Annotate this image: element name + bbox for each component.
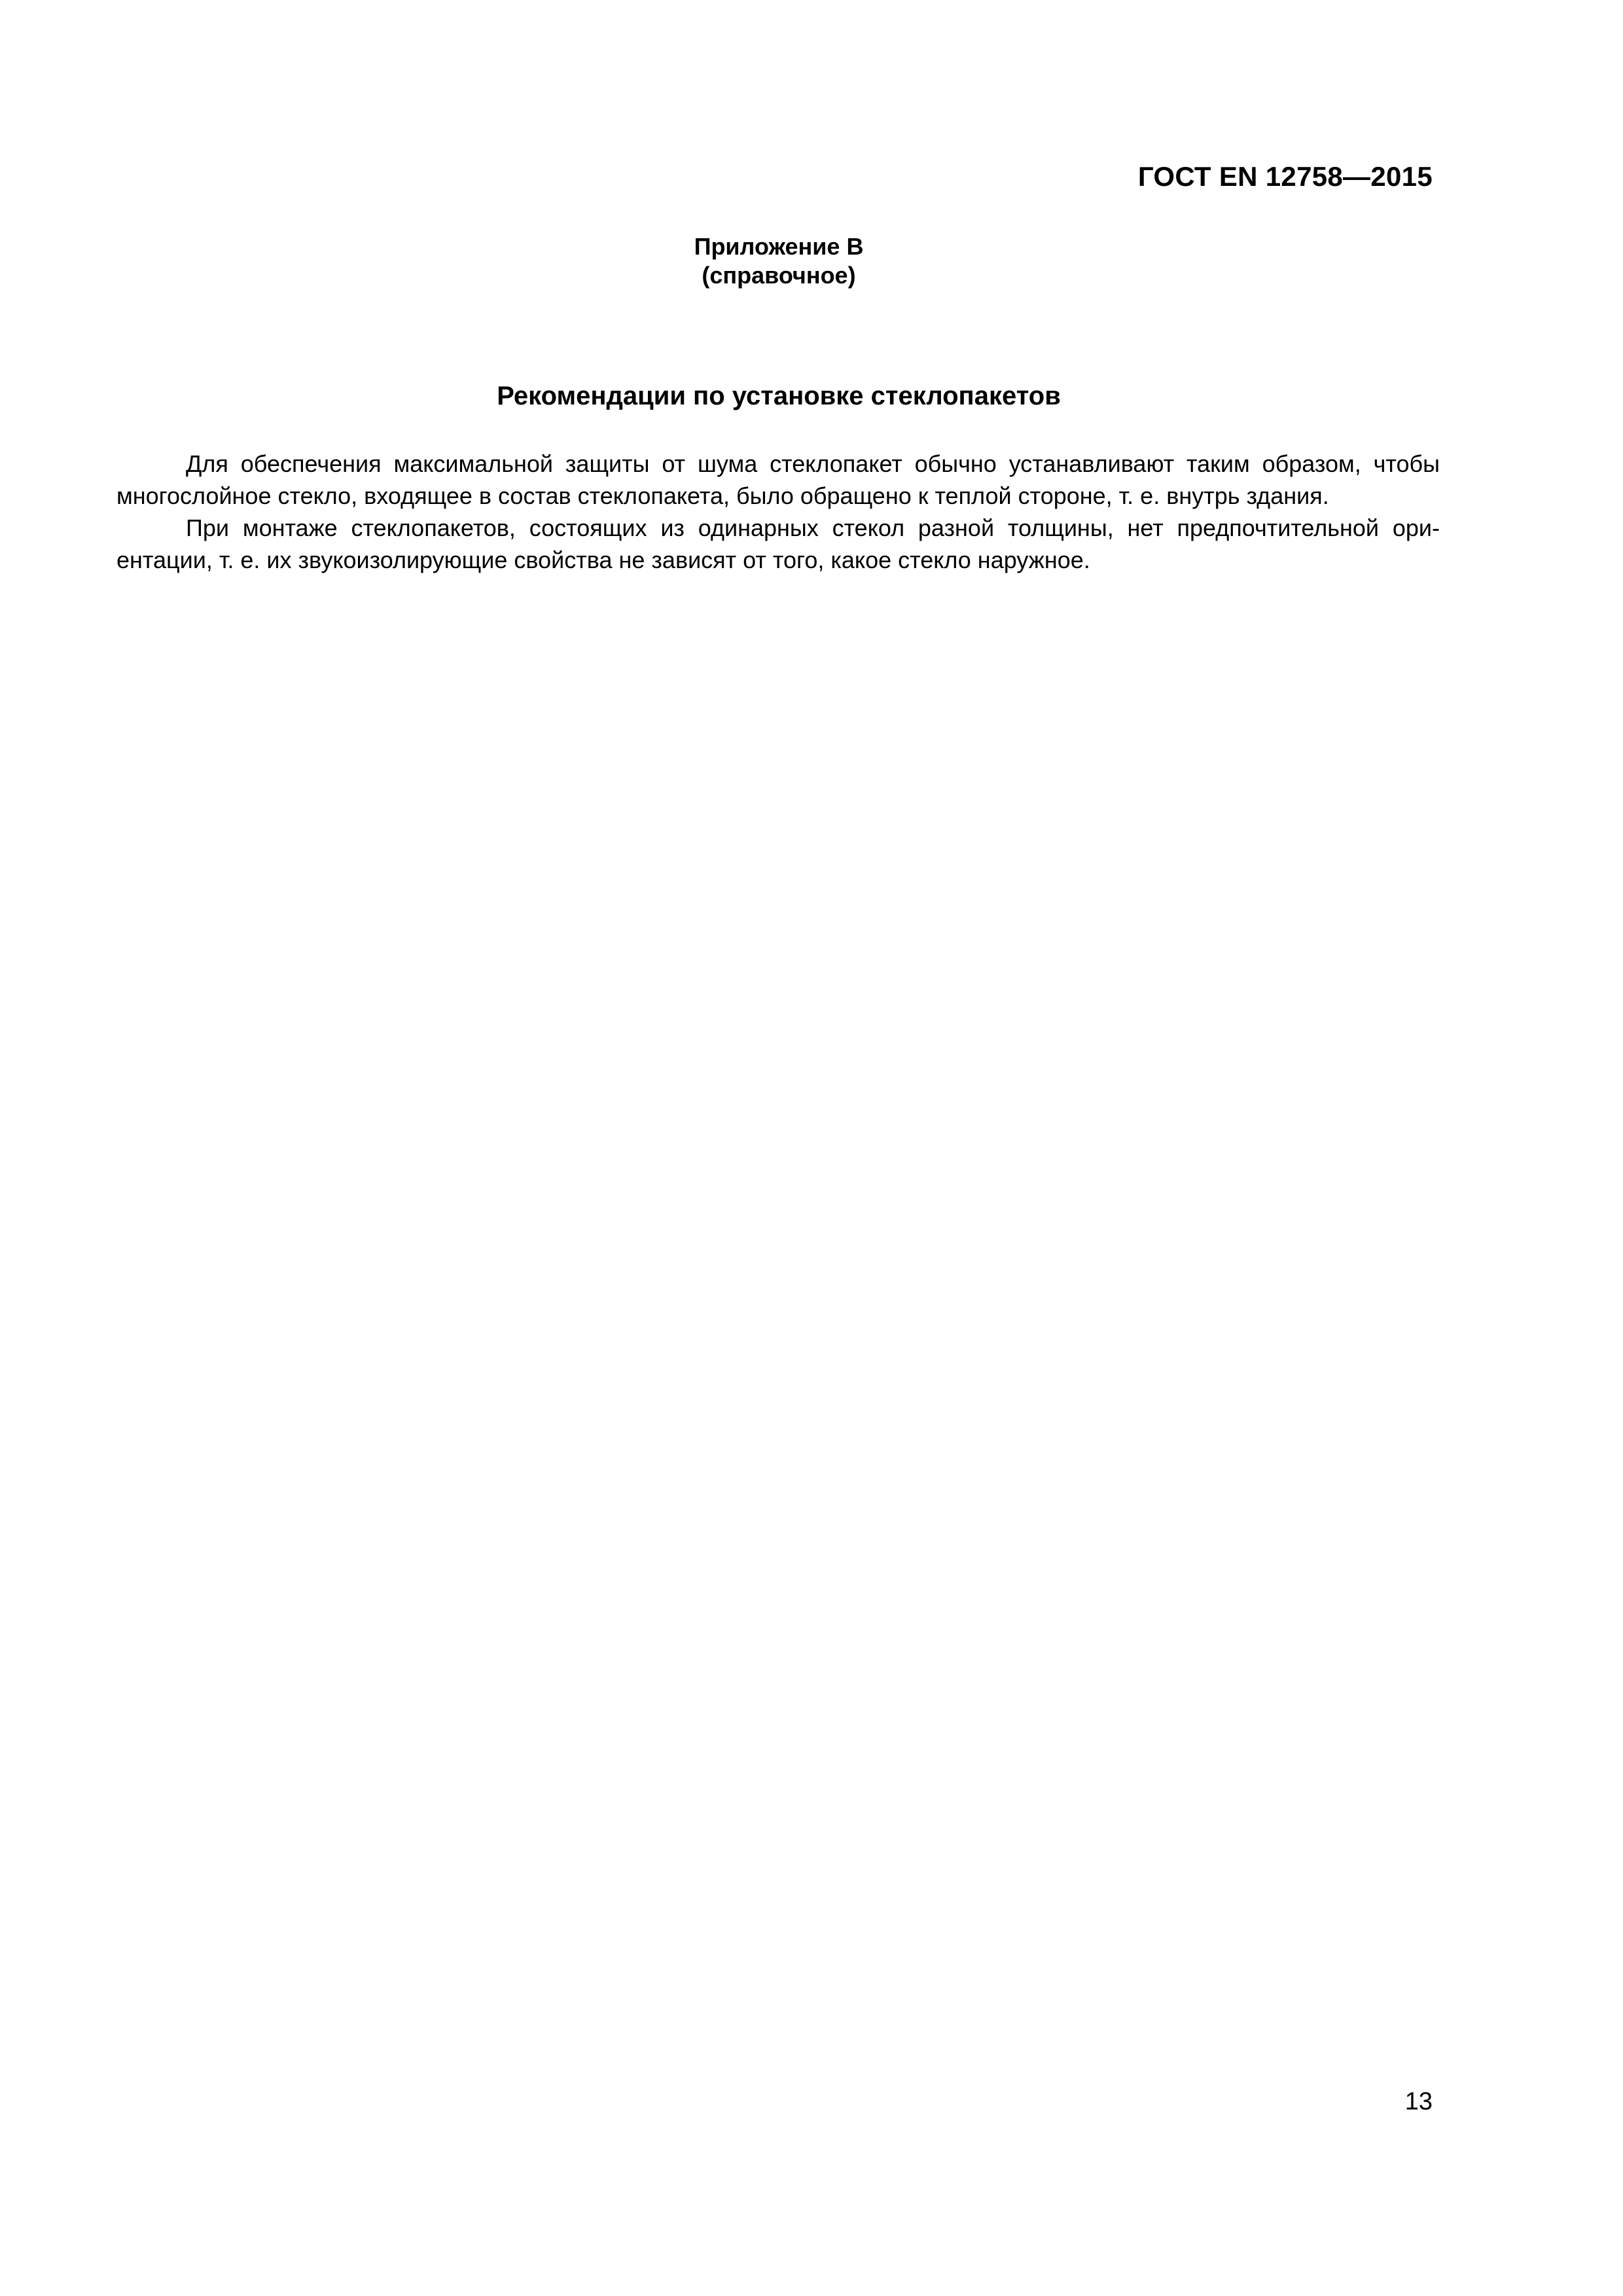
annex-status: (справочное)	[702, 262, 856, 289]
section-title: Рекомендации по установке стеклопакетов	[497, 382, 1061, 410]
page-number: 13	[1404, 2088, 1433, 2115]
annex-title: Приложение В	[694, 233, 864, 260]
paragraph-line: ентации, т. е. их звукоизолирующие свойства не зависят от того, какое стекло наружное.	[116, 547, 1090, 573]
paragraph-line: многослойное стекло, входящее в состав стеклопакета, было обращено к теплой стороне, т. е. внутрь здания.	[116, 482, 1329, 509]
paragraph-line: Для обеспечения максимальной защиты от шума стеклопакет обычно устанавливают таким образом, чтобы	[186, 450, 1440, 477]
paragraph-noise-protection	[116, 448, 1440, 512]
annex-heading	[0, 232, 1558, 290]
document-code: ГОСТ EN 12758—2015	[1137, 161, 1433, 192]
paragraph-line: При монтаже стеклопакетов, состоящих из одинарных стекол разной толщины, нет предпочтительной ори-	[186, 514, 1440, 541]
paragraph-installation	[116, 512, 1440, 576]
body-text	[116, 448, 1440, 576]
